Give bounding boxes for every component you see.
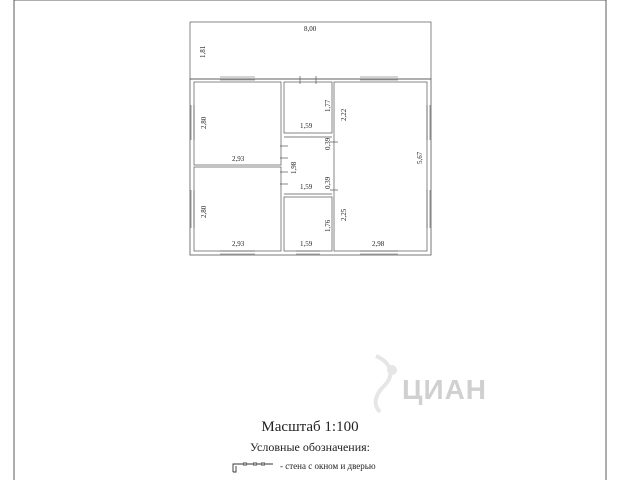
living-room-outline: [334, 82, 427, 251]
watermark-text: ЦИАН: [402, 374, 488, 405]
dim-bathroom-bottom-height: 1,76: [324, 219, 332, 232]
dim-overall-width: 8,00: [304, 25, 317, 33]
dim-bathroom-top-width: 1,59: [300, 122, 313, 130]
dim-bedroom-bottom-height: 2,80: [200, 205, 208, 218]
legend-item-label: - стена с окном и дверью: [280, 461, 376, 471]
dim-hall-gap-bottom: 0,39: [324, 176, 332, 189]
dim-terrace-depth: 1,81: [199, 45, 207, 58]
dim-hall-height: 1,98: [290, 161, 298, 174]
wall-with-window-and-door-icon: [232, 459, 274, 473]
dim-bedroom-top-width: 2,93: [232, 155, 245, 163]
dim-hall-width: 1,59: [300, 183, 313, 191]
scale-label: Масштаб 1:100: [261, 419, 359, 435]
legend-item: [232, 458, 376, 474]
legend-title: Условные обозначения:: [249, 440, 371, 454]
dim-living-top-height: 2,22: [340, 108, 348, 121]
dim-living-total-height: 5,67: [416, 151, 424, 164]
dim-bathroom-bottom-width: 1,59: [300, 240, 313, 248]
dim-living-bottom-height: 2,25: [340, 208, 348, 221]
dim-living-width: 2,98: [372, 240, 385, 248]
dim-bathroom-top-height: 1,77: [324, 99, 332, 112]
windows: [191, 77, 430, 254]
dim-bedroom-top-height: 2,80: [200, 116, 208, 129]
dim-bedroom-bottom-width: 2,93: [232, 240, 245, 248]
dim-hall-gap-top: 0,39: [324, 137, 332, 150]
